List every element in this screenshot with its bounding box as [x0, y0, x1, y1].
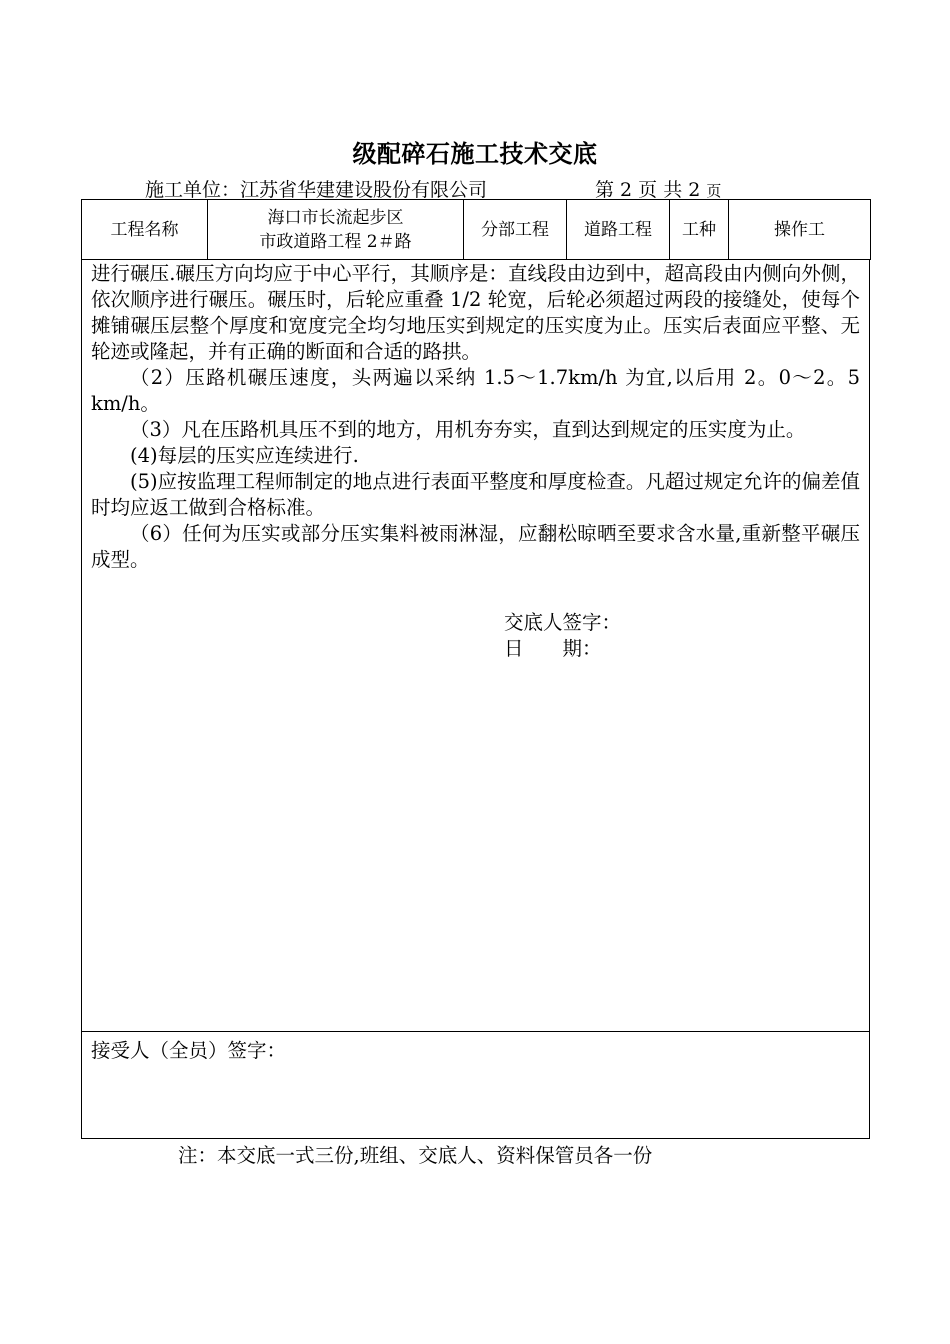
project-name-value: [208, 200, 464, 260]
construction-unit: 施工单位：江苏省华建建设股份有限公司: [145, 179, 488, 201]
date-label: 日 期：: [504, 637, 602, 660]
division-value: 道路工程: [567, 200, 670, 260]
division-label: 分部工程: [464, 200, 567, 260]
content-box: [81, 260, 870, 1032]
paragraph-3: （3）凡在压路机具压不到的地方，用机夯夯实，直到达到规定的压实度为止。: [130, 418, 806, 441]
page-suffix: 页: [706, 182, 722, 200]
project-name-line1: 海口市长流起步区: [267, 207, 404, 228]
trade-value: 操作工: [729, 200, 871, 260]
trade-label: 工种: [670, 200, 729, 260]
paragraph-5: (5)应按监理工程师制定的地点进行表面平整度和厚度检查。凡超过规定允许的偏差值时均应返工做到合格标准。: [91, 470, 860, 519]
header-line: [145, 175, 745, 202]
signer-label: 交底人签字：: [504, 611, 622, 634]
paragraph-6: （6）任何为压实或部分压实集料被雨淋湿，应翻松晾晒至要求含水量,重新整平碾压成型。: [91, 522, 860, 571]
page-number: 第 2 页 共 2: [595, 179, 701, 201]
receiver-box: [81, 1031, 870, 1139]
footer-note: 注：本交底一式三份,班组、交底人、资料保管员各一份: [178, 1144, 653, 1167]
content-body: [82, 260, 869, 573]
paragraph-2: （2）压路机碾压速度，头两遍以采纳 1.5～1.7km/h 为宜,以后用 2。0～2。5 km/h。: [91, 366, 860, 415]
project-name-line2: 市政道路工程 2＃路: [259, 231, 412, 252]
info-table: [81, 199, 871, 260]
receiver-label: 接受人（全员）签字：: [91, 1039, 287, 1062]
paragraph-1: 进行碾压.碾压方向均应于中心平行，其顺序是：直线段由边到中，超高段由内侧向外侧，依次顺序进行碾压。碾压时，后轮应重叠 1/2 轮宽，后轮必须超过两段的接缝处，使每个摊铺碾压层整个厚度和宽度完全均匀地压实到规定的压实度为止。压实后表面应平整、无轮迹或隆起，并有正确的断面和合适的路拱。: [91, 262, 860, 363]
project-name-label: 工程名称: [82, 200, 208, 260]
document-title: 级配碎石施工技术交底: [352, 139, 598, 168]
page-indicator: [595, 175, 721, 202]
paragraph-4: (4)每层的压实应连续进行.: [130, 444, 359, 467]
info-row: [82, 200, 871, 260]
